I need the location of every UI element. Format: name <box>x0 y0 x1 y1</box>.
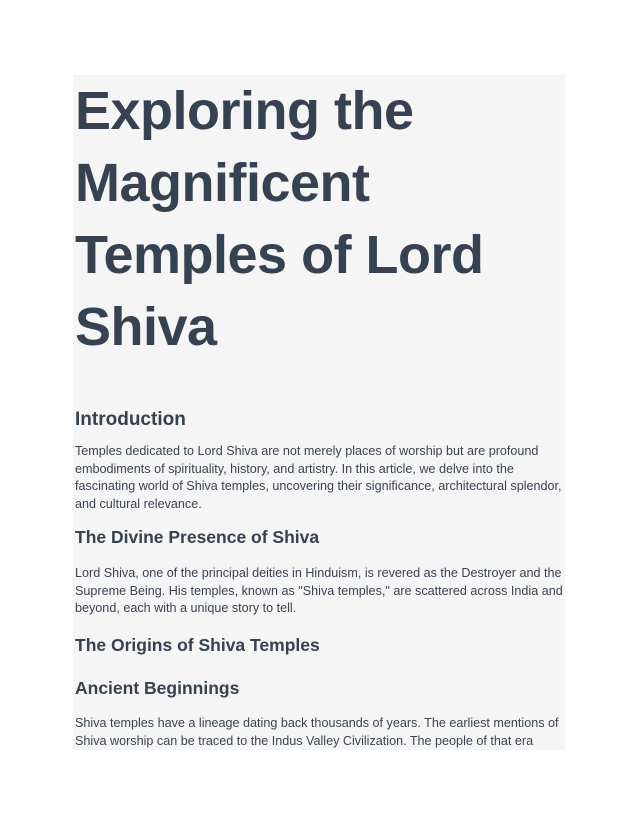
article-container <box>73 75 565 750</box>
section-heading-introduction: Introduction <box>75 409 186 430</box>
section-heading-origins: The Origins of Shiva Temples <box>75 635 320 655</box>
section-body-introduction: Temples dedicated to Lord Shiva are not merely places of worship but are profound embodiments of spirituality, history, and artistry. In this article, we delve into the fascinating world of Shiva temples, uncovering their significance, architectural splendor, and cultural relevance. <box>75 444 562 511</box>
section-heading-divine-presence: The Divine Presence of Shiva <box>75 527 320 547</box>
section-heading-ancient-beginnings: Ancient Beginnings <box>75 678 240 698</box>
article-title: Exploring the Magnificent Temples of Lord Shiva <box>75 81 484 357</box>
section-body-ancient-beginnings: Shiva temples have a lineage dating back thousands of years. The earliest mentions of Shiva worship can be traced to the Indus Valley Civilization. The people of that era <box>75 716 559 748</box>
section-body-divine-presence: Lord Shiva, one of the principal deities in Hinduism, is revered as the Destroyer and the Supreme Being. His temples, known as "Shiva temples," are scattered across India and beyond, each with a unique story to tell. <box>75 566 563 615</box>
